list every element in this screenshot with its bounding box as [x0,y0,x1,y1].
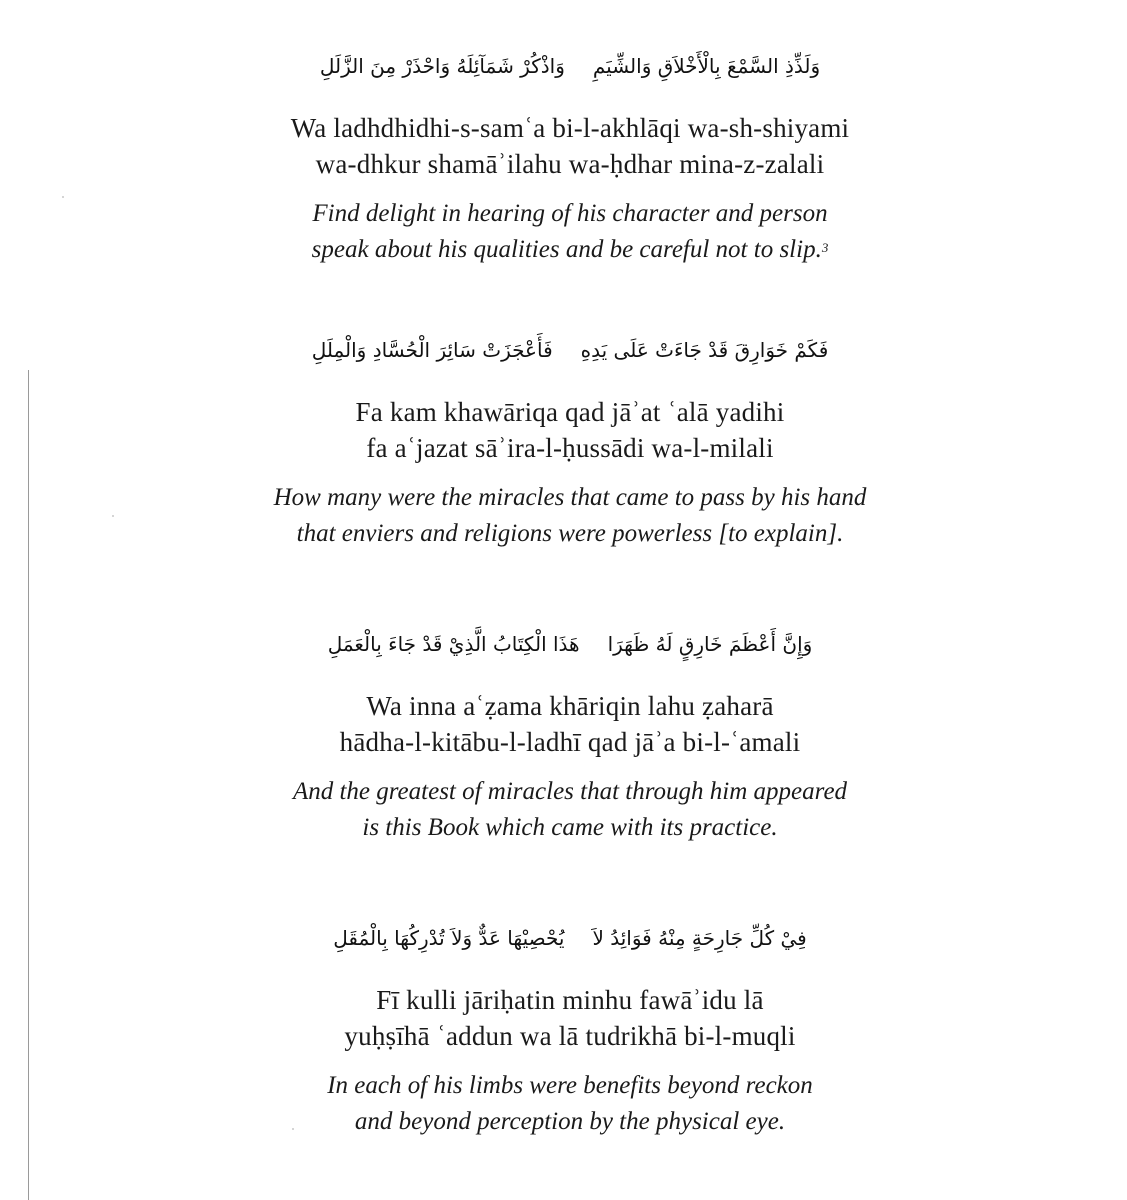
verse-4-arabic-second-hemistich: يُحْصِيْهَا عَدٌّ وَلاَ تُدْرِكُهَا بِالْمُقَلِ [333,926,565,950]
verse-4-translation-line-1: In each of his limbs were benefits beyond reckon [327,1072,813,1099]
verse-2 [170,320,970,552]
verse-4-translation-line-2: and beyond perception by the physical eye. [354,1108,786,1135]
verse-3-transliteration [170,688,970,760]
verse-1-translation-line-2: speak about his qualities and be careful not to slip. [311,236,822,263]
verse-3 [170,614,970,846]
verse-1-translation [170,196,970,268]
verse-1-arabic-first-hemistich: وَلَذِّذِ السَّمْعَ بِالْأَخْلاَقِ وَالشِّيَمِ [592,54,821,78]
verse-2-translit-line-1: Fa kam khawāriqa qad jāʾat ʿalā yadihi [355,397,785,427]
verse-1 [170,36,970,268]
verse-1-translit-line-1: Wa ladhdhidhi-s-samʿa bi-l-akhlāqi wa-sh-shiyami [290,113,850,143]
verse-3-translit-line-1: Wa inna aʿẓama khāriqin lahu ẓaharā [366,691,774,721]
verse-4-transliteration [170,982,970,1054]
verse-1-translation-line-2-wrap [170,232,970,268]
verse-3-arabic [170,614,970,674]
verse-4-arabic [170,908,970,968]
verse-3-arabic-second-hemistich: هَذَا الْكِتَابُ الَّذِيْ قَدْ جَاءَ بِالْعَمَلِ [327,632,580,656]
verse-2-translit-line-2: fa aʿjazat sāʾira-l-ḥussādi wa-l-milali [366,433,774,463]
verse-2-arabic [170,320,970,380]
verse-1-arabic-second-hemistich: وَاذْكُرْ شَمَآئِلَهُ وَاحْذَرْ مِنَ الزَّلَلِ [319,54,565,78]
verse-4-arabic-first-hemistich: فِيْ كُلِّ جَارِحَةٍ مِنْهُ فَوَائِدُ لاَ [592,926,807,950]
footnote-marker: 3 [821,240,829,255]
verse-3-arabic-first-hemistich: وَإِنَّ أَعْظَمَ خَارِقٍ لَهُ ظَهَرَا [607,632,813,656]
verse-4-translit-line-1: Fī kulli jāriḥatin minhu fawāʾidu lā [376,985,764,1015]
scan-speck [112,515,114,517]
verse-4 [170,908,970,1140]
verse-2-arabic-first-hemistich: فَكَمْ خَوَارِقَ قَدْ جَاءَتْ عَلَى يَدِهِ [580,338,829,362]
verse-3-translation-line-2: is this Book which came with its practice. [362,814,778,841]
verse-1-arabic [170,36,970,96]
verse-2-translation-line-2: that enviers and religions were powerless [to explain]. [296,520,844,547]
poem-page [170,0,970,1200]
verse-2-transliteration [170,394,970,466]
verse-2-arabic-second-hemistich: فَأَعْجَزَتْ سَائِرَ الْحُسَّادِ وَالْمِلَلِ [311,338,553,362]
verse-3-translation-line-1: And the greatest of miracles that through him appeared [292,778,848,805]
verse-2-translation-line-1: How many were the miracles that came to pass by his hand [273,484,867,511]
verse-3-translation [170,774,970,846]
verse-1-translit-line-2: wa-dhkur shamāʾilahu wa-ḥdhar mina-z-zalali [315,149,825,179]
verse-4-translation [170,1068,970,1140]
verse-1-transliteration [170,110,970,182]
page-margin-rule [28,370,29,1200]
verse-3-translit-line-2: hādha-l-kitābu-l-ladhī qad jāʾa bi-l-ʿamali [339,727,801,757]
scan-speck [62,196,64,198]
verse-1-translation-line-1: Find delight in hearing of his character and person [312,200,828,227]
verse-4-translit-line-2: yuḥṣīhā ʿaddun wa lā tudrikhā bi-l-muqli [344,1021,796,1051]
verse-2-translation [170,480,970,552]
